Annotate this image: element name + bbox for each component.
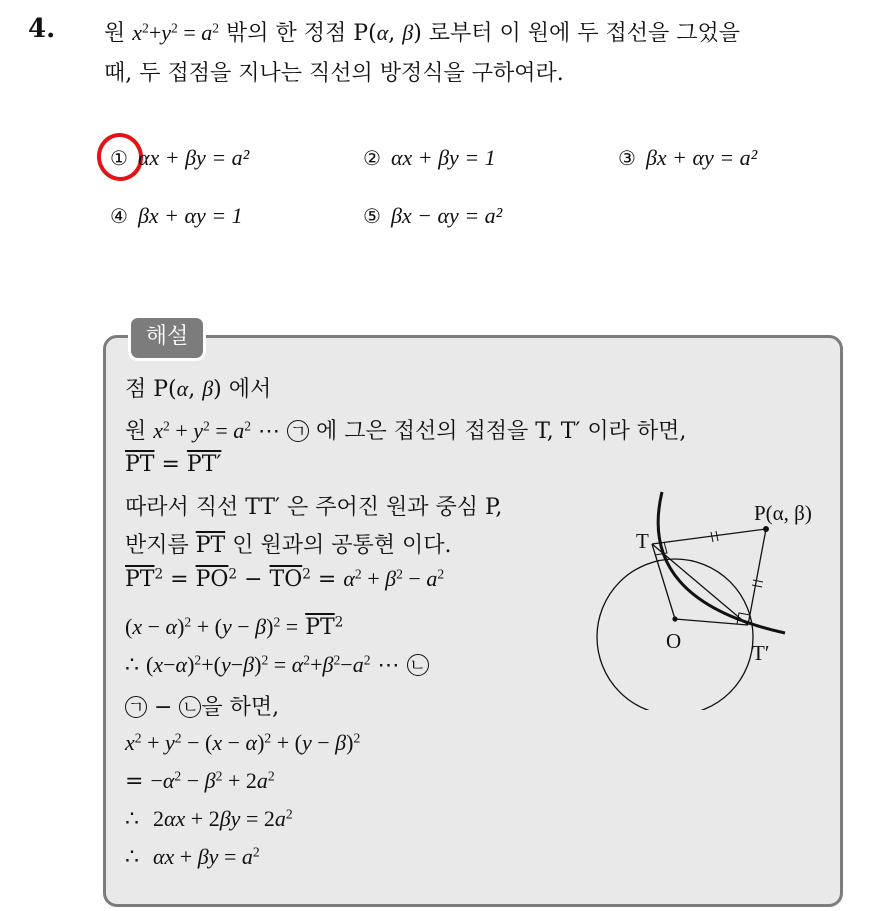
solution-line-3: $\overline{PT} = PT'$ [125,452,222,477]
solution-line-12: ∴ $2\alpha x + 2\beta y = 2a^2$ [125,806,293,832]
solution-line-11: = $-\alpha^2 - \beta^2 + 2a^2$ [125,768,275,794]
solution-line-13: ∴ $\alpha x + \beta y = a^2$ [125,844,260,870]
question-number: 4. [28,14,56,44]
tangent-figure [590,480,840,710]
label-t2: T′ [752,641,770,665]
option-4[interactable]: ④ βx + αy = 1 [110,203,243,228]
option-2-text: αx + βy = 1 [390,145,496,170]
solution-line-9: ㄱ − ㄴ 을 하면, [125,690,279,721]
solution-line-1: 점 P(α, β) 에서 [125,376,272,402]
tangent-pt [652,529,766,544]
chord-tt2 [652,544,748,625]
solution-line-7: $(x - \alpha)^2 + (y - \beta)^2 = \overline{PT}^2$ [125,614,344,640]
tangent-pt2 [748,529,766,625]
solution-line-4: 따라서 직선 TT′ 은 주어진 원과 중심 P, [125,495,503,520]
solution-line-8: ∴ $(x-\alpha)^2+(y-\beta)^2 = \alpha^2+\beta^2-a^2$ ⋯ ㄴ [125,652,429,678]
solution-tag: 해설 [128,315,206,361]
option-1[interactable]: ① αx + βy = a² [110,145,250,170]
solution-line-2: 원 $x^2 + y^2 = a^2$ ⋯ ㄱ 에 그은 접선의 접점을 T, T′ 이라 하면, [125,418,687,444]
option-3[interactable]: ③ βx + αy = a² [618,145,758,170]
tick-marks [711,531,763,587]
label-o: O [666,629,682,653]
option-5-text: βx − αy = a² [390,203,503,228]
option-3-text: βx + αy = a² [645,145,758,170]
label-t: T [636,529,649,553]
point-o [672,616,677,621]
point-p [763,526,769,532]
solution-line-10: $x^2 + y^2 - (x - \alpha)^2 + (y - \beta)^2$ [125,730,361,755]
option-5[interactable]: ⑤ βx − αy = a² [363,203,503,228]
option-1-text: αx + βy = a² [137,145,250,170]
option-4-text: βx + αy = 1 [137,203,243,228]
solution-line-6: $\overline{PT}^2 = \overline{PO}^2 - \overline{TO}^2 = \alpha^2 + \beta^2 - a^2$ [125,566,445,592]
solution-line-5: 반지름 $\overline{PT}$ 인 원과의 공통현 이다. [125,533,452,558]
option-2[interactable]: ② αx + βy = 1 [363,145,496,170]
label-p: P(α, β) [754,501,812,525]
question-line-1: 원 $x^2+y^2 = a^2$ 밖의 한 정점 P(α, β) 로부터 이 원에 두 접선을 그었을 [104,20,741,46]
question-line-2: 때, 두 접점을 지나는 직선의 방정식을 구하여라. [104,61,564,86]
